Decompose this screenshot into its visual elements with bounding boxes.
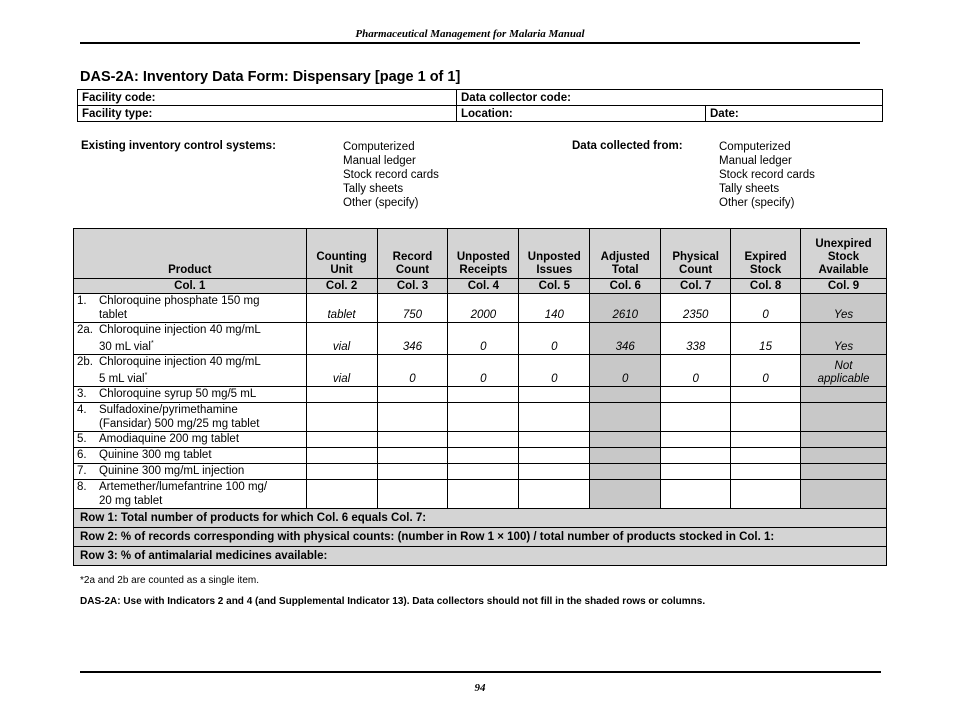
product-name-cell [74,386,307,402]
inventory-table [73,228,887,566]
table-cell [519,479,590,508]
product-number: 2b. [77,355,93,368]
cell-value: Not applicable [817,359,870,385]
product-name-continued: 5 mL vial [99,372,145,385]
product-name-continued: tablet [99,309,128,321]
table-cell: 0 [731,294,801,323]
table-row [74,463,887,479]
table-cell [519,463,590,479]
column-header-text: Count [679,264,713,276]
option-stock-record-cards: Stock record cards [719,169,815,181]
column-header [448,229,519,279]
column-header-text: Issues [536,264,573,276]
table-cell: 2610 [590,294,661,323]
form-title: DAS-2A: Inventory Data Form: Dispensary [page 1 of 1] [80,69,461,85]
table-row [74,354,887,386]
data-collected-label: Data collected from: [572,140,683,152]
column-header-text: Physical [672,251,719,263]
table-cell: Yes [801,323,887,355]
table-cell [731,431,801,447]
table-cell: Yes [801,294,887,323]
table-cell: 0 [519,323,590,355]
option-other: Other (specify) [343,197,419,209]
header-row [74,229,887,279]
column-header [519,229,590,279]
table-cell [801,354,887,386]
column-header-text: Unposted [456,251,510,263]
column-header-text: Counting [316,251,367,263]
table-cell [661,386,731,402]
table-cell [448,431,519,447]
table-cell [801,402,887,431]
table-row [74,323,887,355]
table-cell [661,447,731,463]
table-cell [448,402,519,431]
product-number: 8. [77,480,87,493]
table-cell: 0 [377,354,448,386]
column-header-text: Stock [827,251,860,263]
table-cell [661,402,731,431]
column-header-text: Record [392,251,433,263]
table-cell [448,479,519,508]
table-cell [306,463,377,479]
option-manual-ledger: Manual ledger [719,155,792,167]
product-name-cell [74,402,307,431]
option-computerized: Computerized [343,141,415,153]
product-name: Quinine 300 mg tablet [99,449,212,462]
column-header-text: Count [395,264,430,276]
column-number: Col. 6 [590,279,661,294]
running-header: Pharmaceutical Management for Malaria Manual [355,28,585,40]
product-name-continued: 20 mg tablet [99,494,163,507]
table-cell [306,447,377,463]
table-row [74,479,887,508]
product-name-cell [74,447,307,463]
product-number: 1. [77,295,87,307]
table-cell [590,431,661,447]
option-stock-record-cards: Stock record cards [343,169,439,181]
product-name: Artemether/lumefantrine 100 mg/ [99,480,268,493]
product-name-cell [74,323,307,355]
column-number: Col. 8 [731,279,801,294]
footnote-marker: * [151,340,154,347]
footnote-marker: * [144,371,148,379]
table-cell [448,386,519,402]
column-header-text: Receipts [459,264,508,276]
product-name: Chloroquine syrup 50 mg/5 mL [99,388,257,401]
summary-text: Row 1: Total number of products for which Col. 6 equals Col. 7: [74,508,887,527]
table-cell [661,463,731,479]
facility-info-table [77,89,883,122]
table-cell [801,463,887,479]
column-header [661,229,731,279]
table-cell: 15 [731,323,801,355]
footnote-items: *2a and 2b are counted as a single item. [80,575,260,586]
summary-row [74,508,887,527]
table-cell [377,463,448,479]
product-number: 7. [77,465,87,478]
product-number: 5. [77,433,87,446]
table-cell [731,386,801,402]
table-cell: 0 [590,354,661,386]
table-cell [590,402,661,431]
table-cell: 0 [448,354,519,386]
table-cell: 750 [377,294,448,323]
table-cell: vial [306,323,377,355]
table-cell [801,431,887,447]
option-tally-sheets: Tally sheets [343,183,404,195]
data-collected-options [719,140,815,210]
table-cell [377,431,448,447]
column-header-text: Expired [744,251,787,263]
table-cell: 338 [661,323,731,355]
table-cell [590,386,661,402]
table-cell [731,463,801,479]
existing-systems-options [343,140,439,210]
facility-code-field: Facility code: [78,90,457,106]
table-cell: 2350 [661,294,731,323]
summary-text: Row 3: % of antimalarial medicines available: [74,546,887,565]
existing-systems-label: Existing inventory control systems: [81,140,276,152]
table-cell [801,479,887,508]
product-name-cell [74,479,307,508]
product-name: Chloroquine injection 40 mg/mL [99,355,261,368]
table-cell: 0 [519,354,590,386]
column-header-text: Total [611,264,639,276]
column-header-text: Stock [749,264,782,276]
column-number: Col. 9 [801,279,887,294]
column-header [590,229,661,279]
summary-row [74,546,887,565]
table-cell: 346 [590,323,661,355]
product-name-continued: 30 mL vial [99,340,151,353]
column-header-text: Adjusted [600,251,650,263]
table-cell: 2000 [448,294,519,323]
product-name-continued: (Fansidar) 500 mg/25 mg tablet [99,417,260,430]
table-cell: 0 [661,354,731,386]
summary-text: Row 2: % of records corresponding with physical counts: (number in Row 1 × 100) / total number of products stocked in Col. 1: [74,527,887,546]
product-name: Quinine 300 mg/mL injection [99,465,245,478]
data-collector-code-field: Data collector code: [457,90,883,106]
product-name-cell [74,354,307,386]
column-header [731,229,801,279]
date-field: Date: [706,106,883,122]
column-header-text: Unit [330,264,353,276]
table-cell [519,431,590,447]
table-cell: 346 [377,323,448,355]
column-header [801,229,887,279]
table-cell: 0 [448,323,519,355]
column-header-text: Unposted [527,251,581,263]
table-cell [377,447,448,463]
column-header-text: Unexpired [815,238,872,250]
table-cell [377,386,448,402]
column-number: Col. 7 [661,279,731,294]
table-cell [306,431,377,447]
page-number: 94 [474,682,486,694]
location-field: Location: [457,106,706,122]
option-computerized: Computerized [719,141,791,153]
column-number-row [74,279,887,294]
table-row [74,386,887,402]
table-row [74,402,887,431]
column-header [74,229,307,279]
product-number: 3. [77,388,87,401]
option-tally-sheets: Tally sheets [719,183,780,195]
option-manual-ledger: Manual ledger [343,155,416,167]
table-cell [590,463,661,479]
column-header [306,229,377,279]
table-cell [590,447,661,463]
column-number: Col. 4 [448,279,519,294]
product-number: 2a. [77,324,93,336]
column-number: Col. 3 [377,279,448,294]
table-cell [801,386,887,402]
table-cell [377,479,448,508]
table-cell [661,431,731,447]
table-cell [306,386,377,402]
product-name-cell [74,294,307,323]
footer-rule [80,671,881,673]
column-number: Col. 2 [306,279,377,294]
table-cell [448,463,519,479]
table-cell: 140 [519,294,590,323]
table-cell: 0 [731,354,801,386]
product-name: Sulfadoxine/pyrimethamine [99,403,238,416]
table-cell [801,447,887,463]
column-number: Col. 5 [519,279,590,294]
column-header-text: Available [818,264,869,276]
table-cell [731,447,801,463]
table-cell [448,447,519,463]
product-name: Chloroquine phosphate 150 mg [99,295,260,307]
table-cell [590,479,661,508]
table-cell: tablet [306,294,377,323]
table-cell [519,386,590,402]
table-cell [731,479,801,508]
table-cell [519,447,590,463]
table-cell: vial [306,354,377,386]
column-header-text: Product [168,264,212,276]
column-number: Col. 1 [74,279,307,294]
table-row [74,431,887,447]
facility-type-field: Facility type: [78,106,457,122]
product-name-cell [74,431,307,447]
column-header [377,229,448,279]
table-row [74,447,887,463]
product-name: Chloroquine injection 40 mg/mL [99,324,261,336]
header-rule [80,42,860,44]
product-number: 6. [77,449,87,462]
product-name: Amodiaquine 200 mg tablet [99,433,240,446]
table-cell [377,402,448,431]
option-other: Other (specify) [719,197,795,209]
product-name-cell [74,463,307,479]
table-cell [661,479,731,508]
table-cell [731,402,801,431]
table-cell [306,479,377,508]
table-row [74,294,887,323]
footnote-usage: DAS-2A: Use with Indicators 2 and 4 (and Supplemental Indicator 13). Data collectors should not fill in the shaded rows or columns. [80,596,706,607]
product-number: 4. [77,403,87,416]
table-cell [519,402,590,431]
table-cell [306,402,377,431]
summary-row [74,527,887,546]
